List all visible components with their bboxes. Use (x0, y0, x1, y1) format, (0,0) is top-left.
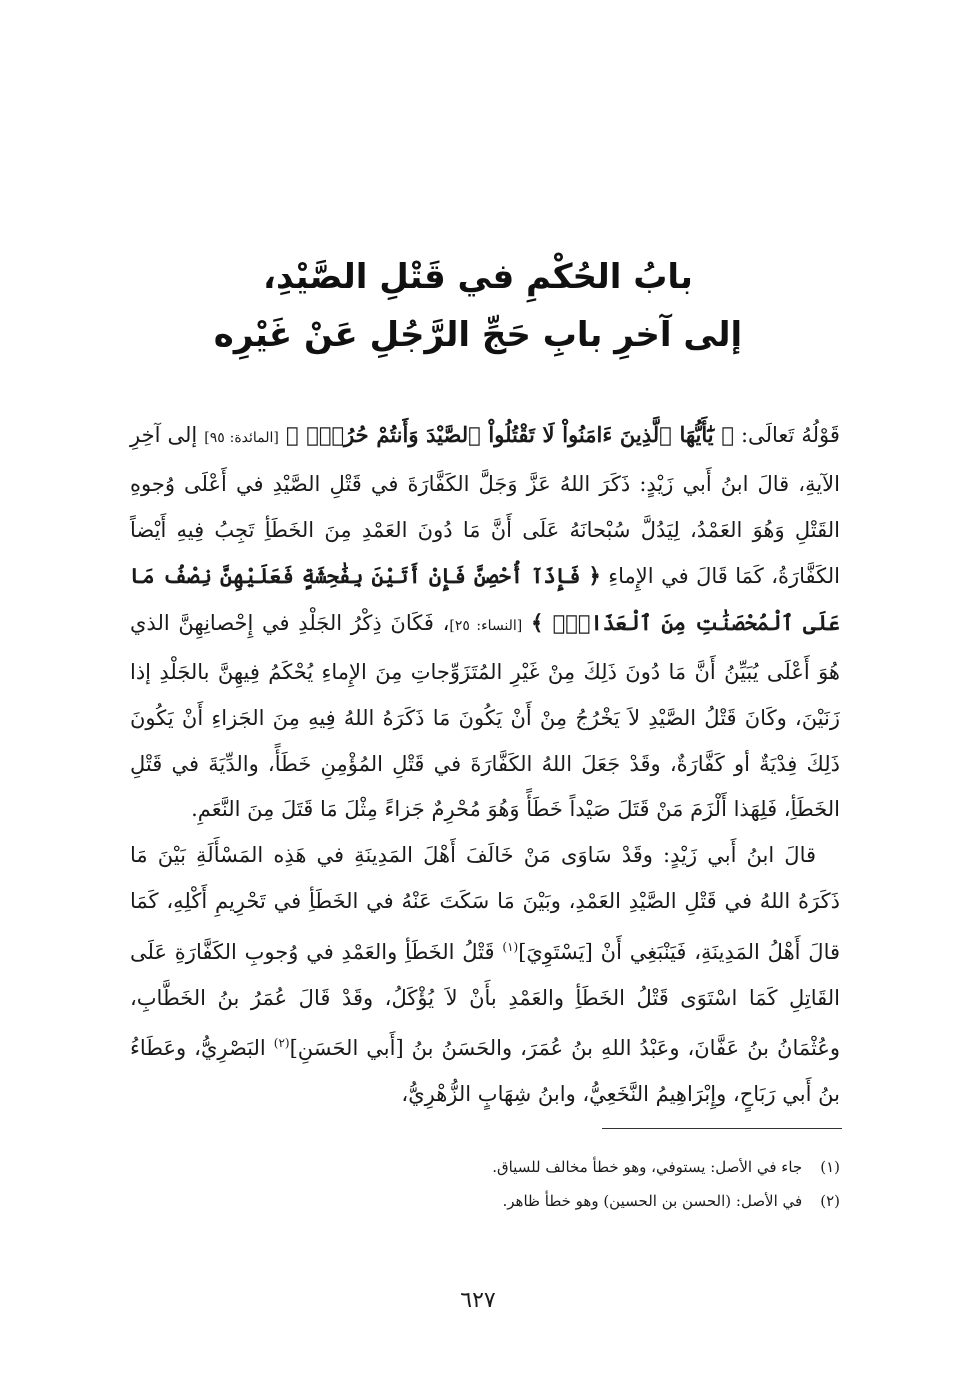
page-number: ٦٢٧ (460, 1288, 496, 1313)
quran-verse-nisa: ﴿ فَإِذَآ أُحْصِنَّ فَإِنْ أَتَيْنَ بِفَٰحِشَةٍ فَعَلَيْهِنَّ نِصْفُ مَا عَلَى ٱلْمُحْصَنَٰتِ مِنَ ٱلْعَذَابِۚ ﴾ (130, 563, 840, 636)
footnote-marker-2[interactable]: (٢) (273, 1036, 290, 1051)
main-text (130, 412, 840, 1118)
footnote-text: في الأصل: (الحسن بن الحسين) وهو خطأ ظاهر. (502, 1192, 803, 1210)
verse-reference-nisa: [النساء: ٢٥] (449, 618, 523, 635)
footnotes (300, 1150, 840, 1218)
paragraph-1 (130, 412, 840, 833)
paragraph-2-text-2: قَتْلُ الخَطَأِ والعَمْدِ في وُجوبِ الكَفَّارَةِ عَلَى القَاتِلِ كَمَا اسْتَوَى قَتْلُ الخَطَأِ والعَمْدِ بأَنْ لاَ يُؤْكَلُ، وقَدْ قَالَ عُمَرُ بنُ الخَطَّابِ، وعُثْمَانُ بنُ عَفَّانَ، وعَبْدُ اللهِ بنُ عُمَرَ، والحَسَنُ بنُ [أَبي الحَسَنِ] (130, 939, 840, 1061)
footnote-number: (١) (820, 1158, 840, 1176)
footnote-number: (٢) (820, 1192, 840, 1210)
paragraph-2 (130, 833, 840, 1118)
paragraph-2-text-3: البَصْرِيُّ، وعَطَاءُ بنُ أَبي رَبَاحٍ، وإِبْرَاهِيمُ النَّخَعِيُّ، وابنُ شِهَابٍ الزُّهْرِيُّ، (130, 1036, 840, 1107)
paragraph-1-text-1: إلى آخِرِ الآيةِ، قالَ ابنُ أَبي زَيْدٍ: ذَكَرَ اللهُ عَزَّ وَجَلَّ الكَفَّارَةَ في قَتْلِ الصَّيْدِ في أَعْلَى وُجوهِ القَتْلِ وَهُوَ العَمْدُ، لِيَدُلَّ سُبْحانَهُ عَلَى أَنَّ مَا دُونَ العَمْدِ مِنَ الخَطَأِ تَجِبُ فِيهِ أَيْضاً الكَفَّارَةُ، كَمَا قَالَ في الإِماءِ (130, 423, 840, 589)
verse-reference-maidah: [المائدة: ٩٥] (204, 430, 279, 446)
footnote-divider (602, 1128, 842, 1129)
footnote-marker-1[interactable]: (١) (502, 939, 519, 954)
paragraph-2-text-1: قالَ ابنُ أَبي زَيْدٍ: وقَدْ سَاوَى مَنْ خَالَفَ أَهْلَ المَدِينَةِ في هَذِه المَسْأَلَةِ بَيْنَ مَا ذَكَرَهُ اللهُ في قَتْلِ الصَّيْدِ العَمْدِ، وبَيْنَ مَا سَكَتَ عَنْهُ في الخَطَأِ في تَحْرِيمِ أَكْلِهِ، كَمَا قالَ أَهْلُ المَدِينَةِ، فَيَنْبَغِي أَنْ [يَسْتَوِيَ] (130, 843, 841, 964)
footnote-item (300, 1184, 840, 1218)
chapter-title-line-1: بابُ الحُكْمِ في قَتْلِ الصَّيْدِ، (263, 257, 693, 297)
footnote-text: جاء في الأصل: يستوفي، وهو خطأ مخالف للسياق. (492, 1158, 803, 1176)
chapter-title-line-2: إلى آخرِ بابِ حَجِّ الرَّجُلِ عَنْ غَيْرِه (213, 315, 743, 355)
paragraph-1-text-2: ، فَكَانَ ذِكْرُ الجَلْدِ في إِحْصانِهِنَّ الذي هُوَ أَعْلَى يُبَيِّنُ أَنَّ مَا دُونَ ذَلِكَ مِنْ غَيْرِ المُتَزَوِّجاتِ مِنَ الإِماءِ يُحْكَمُ فِيهِنَّ بالجَلْدِ إذا زَنَيْنَ، وكَانَ قَتْلُ الصَّيْدِ لاَ يَخْرُجُ مِنْ أَنْ يَكُونَ مَا ذَكَرَهُ اللهُ فِيهِ مِنَ الجَزاءِ أَنْ يَكُونَ ذَلِكَ فِدْيَةٌ أو كَفَّارَةٌ، وقَدْ جَعَلَ اللهُ الكَفَّارَةَ في قَتْلِ المُؤْمِنِ خَطَأً، والدِّيَةَ في قَتْلِ الخَطَأِ، فَلِهَذا أَلْزَمَ مَنْ قَتَلَ صَيْداً خَطَأً وَهُوَ مُحْرِمٌ جَزاءً مِثْلَ مَا قَتَلَ مِنَ النَّعَمِ. (130, 611, 841, 822)
quran-verse-maidah: ﴿ يَٰٓأَيُّهَا ٱلَّذِينَ ءَامَنُواْ لَا تَقْتُلُواْ ٱلصَّيْدَ وَأَنتُمْ حُرُمٌۚ ﴾ (285, 422, 734, 447)
footnote-item (300, 1150, 840, 1184)
paragraph-1-intro: قَوْلُهُ تَعالَى: (740, 423, 840, 447)
chapter-title (120, 248, 836, 364)
